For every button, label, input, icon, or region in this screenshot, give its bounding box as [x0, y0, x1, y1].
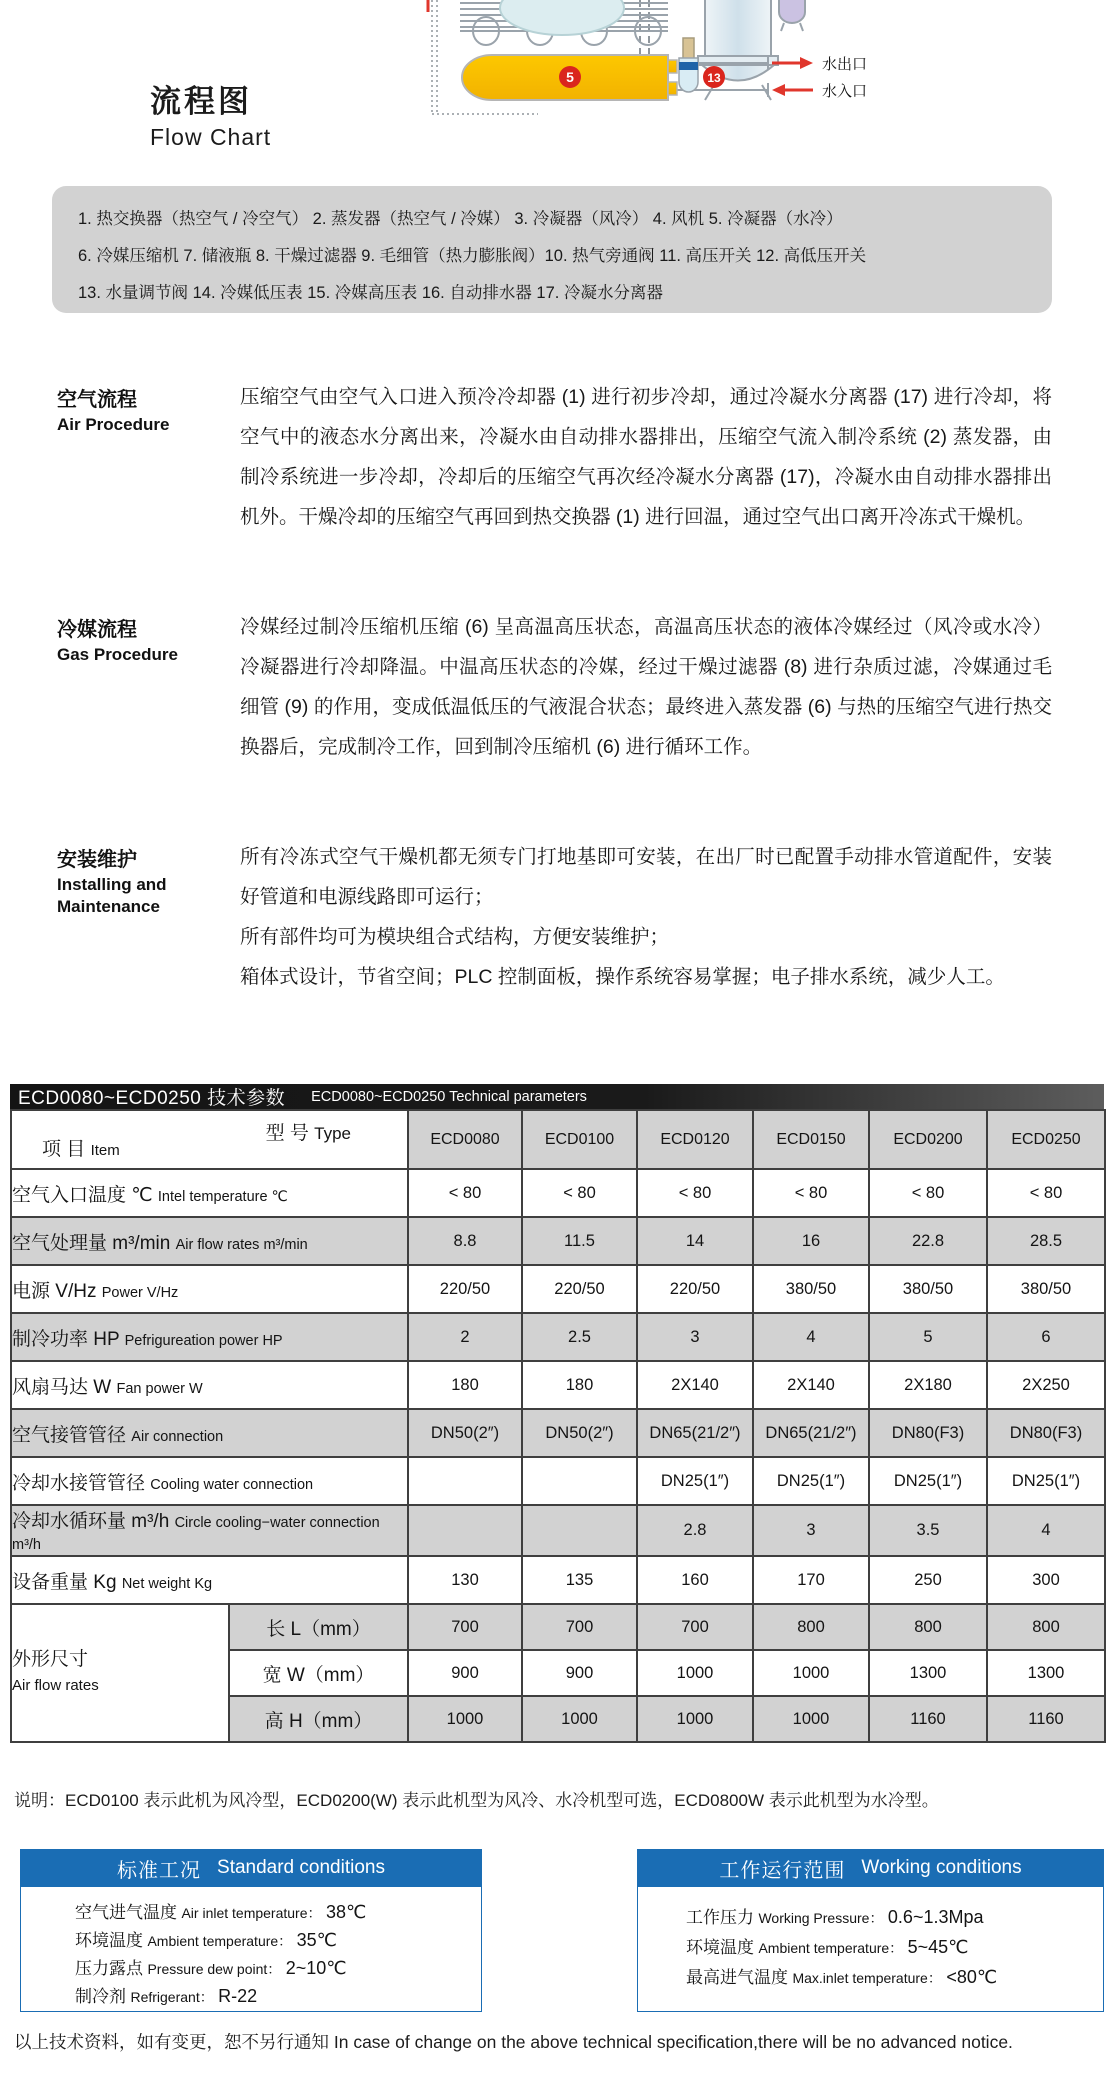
cell: 1300: [869, 1650, 987, 1696]
corner-item-label: [42, 1134, 120, 1161]
cell: 300: [987, 1556, 1105, 1604]
cell: 2X180: [869, 1361, 987, 1409]
section-installing-maintenance: [57, 843, 1057, 988]
purple-cylinder-icon: [779, 0, 805, 31]
table-corner-cell: [11, 1110, 408, 1169]
row-label: 设备重量 Kg Net weight Kg: [11, 1556, 408, 1604]
cell: 800: [753, 1604, 869, 1650]
flow-chart-title: [150, 76, 271, 151]
cell: 4: [753, 1313, 869, 1361]
table-row-dimension: [11, 1604, 1105, 1650]
row-label: 风扇马达 W Fan power W: [11, 1361, 408, 1409]
row-label: 电源 V/Hz Power V/Hz: [11, 1265, 408, 1313]
water-outlet-label: 水出口: [822, 56, 868, 73]
section-paragraph: 所有部件均可为模块组合式结构，方便安装维护；: [240, 926, 670, 948]
dimension-sublabel: 长 L（mm）: [229, 1604, 408, 1650]
box-title-zh: 标准工况: [117, 1859, 202, 1882]
section-paragraph: 箱体式设计，节省空间；PLC 控制面板，操作系统容易掌握；电子排水系统，减少人工。: [240, 966, 1005, 988]
cell: 800: [987, 1604, 1105, 1650]
cell: [408, 1505, 522, 1556]
cell: 3.5: [869, 1505, 987, 1556]
cell: 700: [522, 1604, 637, 1650]
section-heading: [57, 843, 235, 918]
legend-line: 1. 热交换器（热空气 / 冷空气） 2. 蒸发器（热空气 / 冷媒） 3. 冷凝器（风冷） 4. 风机 5. 冷凝器（水冷）: [78, 210, 843, 228]
working-conditions-header: [637, 1849, 1104, 1887]
cell: 180: [408, 1361, 522, 1409]
cell: 4: [987, 1505, 1105, 1556]
cell: 22.8: [869, 1217, 987, 1265]
cell: 8.8: [408, 1217, 522, 1265]
row-label: 空气接管管径 Air connection: [11, 1409, 408, 1457]
cell: DN65(21/2″): [637, 1409, 753, 1457]
cell: 1300: [987, 1650, 1105, 1696]
cell: 1000: [637, 1696, 753, 1742]
standard-conditions-body: [20, 1887, 482, 2012]
condition-line: 制冷剂 Refrigerant： R-22: [75, 1986, 258, 2006]
cell: 220/50: [637, 1265, 753, 1313]
cell: 380/50: [987, 1265, 1105, 1313]
table-row: [11, 1313, 1105, 1361]
cell: 900: [408, 1650, 522, 1696]
table-row: [11, 1556, 1105, 1604]
cell: < 80: [869, 1169, 987, 1217]
water-inlet-label: 水入口: [822, 83, 868, 100]
standard-conditions-header: [20, 1849, 482, 1887]
cell: 28.5: [987, 1217, 1105, 1265]
cell: < 80: [753, 1169, 869, 1217]
section-heading-en: Gas Procedure: [57, 645, 178, 664]
cell: [522, 1457, 637, 1505]
water-valve-icon: [679, 38, 698, 92]
section-body: [240, 837, 1052, 997]
cell: 5: [869, 1313, 987, 1361]
legend-line: 13. 水量调节阀 14. 冷媒低压表 15. 冷媒高压表 16. 自动排水器 17. 冷凝水分离器: [78, 284, 663, 302]
corner-type-en: Type: [314, 1124, 351, 1143]
box-title-en: Working conditions: [861, 1857, 1022, 1878]
table-title-en: ECD0080~ECD0250 Technical parameters: [311, 1088, 587, 1105]
table-title-zh: ECD0080~ECD0250 技术参数: [18, 1088, 286, 1109]
corner-type-zh: 型 号: [265, 1123, 309, 1144]
section-heading: [57, 613, 235, 666]
model-header: ECD0100: [522, 1110, 637, 1169]
badge-13-number: 13: [707, 71, 721, 85]
model-header: ECD0250: [987, 1110, 1105, 1169]
model-note: 说明：ECD0100 表示此机为风冷型，ECD0200(W) 表示此机型为风冷、水冷机型可选，ECD0800W 表示此机型为水冷型。: [14, 1791, 939, 1810]
table-row: [11, 1361, 1105, 1409]
cell: 2X140: [753, 1361, 869, 1409]
cell: 2.8: [637, 1505, 753, 1556]
table-title-bar: [10, 1084, 1104, 1109]
section-heading-en: Installing and Maintenance: [57, 875, 167, 916]
cell: DN25(1″): [869, 1457, 987, 1505]
cell: 220/50: [522, 1265, 637, 1313]
dimensions-label: [11, 1604, 229, 1742]
cell: 3: [637, 1313, 753, 1361]
cell: DN50(2″): [408, 1409, 522, 1457]
row-label: 制冷功率 HP Pefrigureation power HP: [11, 1313, 408, 1361]
corner-item-zh: 项 目: [42, 1139, 86, 1160]
cell: 3: [753, 1505, 869, 1556]
cell: 1000: [637, 1650, 753, 1696]
cell: 11.5: [522, 1217, 637, 1265]
box-title-en: Standard conditions: [217, 1857, 385, 1878]
cell: 250: [869, 1556, 987, 1604]
model-header: ECD0120: [637, 1110, 753, 1169]
working-conditions-box: [637, 1849, 1104, 2012]
section-heading-zh: 空气流程: [57, 389, 137, 411]
flow-diagram-svg: [320, 0, 880, 124]
cell: 900: [522, 1650, 637, 1696]
condition-line: 工作压力 Working Pressure： 0.6~1.3Mpa: [686, 1907, 984, 1927]
cell: < 80: [987, 1169, 1105, 1217]
row-label: 冷却水接管管径 Cooling water connection: [11, 1457, 408, 1505]
cell: [408, 1457, 522, 1505]
standard-conditions-box: [20, 1849, 482, 2012]
model-header: ECD0080: [408, 1110, 522, 1169]
row-label: 空气入口温度 ℃ Intel temperature ℃: [11, 1169, 408, 1217]
condition-line: 环境温度 Ambient temperature： 35℃: [75, 1930, 337, 1950]
cell: < 80: [408, 1169, 522, 1217]
cell: DN80(F3): [987, 1409, 1105, 1457]
table-row: [11, 1217, 1105, 1265]
cell: DN80(F3): [869, 1409, 987, 1457]
cell: 2: [408, 1313, 522, 1361]
cell: 1160: [987, 1696, 1105, 1742]
cell: < 80: [522, 1169, 637, 1217]
model-header: ECD0200: [869, 1110, 987, 1169]
section-heading-zh: 安装维护: [57, 849, 137, 871]
cell: 2X250: [987, 1361, 1105, 1409]
row-label: 冷却水循环量 m³/h Circle cooling−water connection m³/h: [11, 1505, 408, 1556]
cell: DN25(1″): [987, 1457, 1105, 1505]
cell: 2.5: [522, 1313, 637, 1361]
cell: 170: [753, 1556, 869, 1604]
condition-line: 空气进气温度 Air inlet temperature： 38℃: [75, 1902, 367, 1922]
table-row: [11, 1505, 1105, 1556]
badge-5-number: 5: [566, 69, 574, 85]
cell: 16: [753, 1217, 869, 1265]
section-body: 压缩空气由空气入口进入预冷冷却器 (1) 进行初步冷却，通过冷凝水分离器 (17) 进行冷却，将空气中的液态水分离出来，冷凝水由自动排水器排出，压缩空气流入制冷系统 (2) 蒸发器，由制冷系统进一步冷却，冷却后的压缩空气再次经冷凝水分离器 (17)，冷凝水由自动排水器排出机外。干燥冷却的压缩空气再回到热交换器 (1) 进行回温，通过空气出口离开冷冻式干燥机。: [240, 386, 1052, 528]
cell: DN50(2″): [522, 1409, 637, 1457]
cell: 700: [408, 1604, 522, 1650]
row-label: 空气处理量 m³/min Air flow rates m³/min: [11, 1217, 408, 1265]
model-header: ECD0150: [753, 1110, 869, 1169]
cell: 380/50: [753, 1265, 869, 1313]
cell: 180: [522, 1361, 637, 1409]
section-heading-en: Air Procedure: [57, 415, 170, 434]
cell: 160: [637, 1556, 753, 1604]
corner-item-en: Item: [90, 1142, 120, 1159]
table-row: [11, 1265, 1105, 1313]
cell: 135: [522, 1556, 637, 1604]
cell: 130: [408, 1556, 522, 1604]
condition-line: 环境温度 Ambient temperature： 5~45℃: [686, 1937, 969, 1957]
cell: 380/50: [869, 1265, 987, 1313]
flow-diagram: [320, 0, 880, 124]
cell: 220/50: [408, 1265, 522, 1313]
cell: 800: [869, 1604, 987, 1650]
table-row: [11, 1409, 1105, 1457]
cell: 1000: [753, 1650, 869, 1696]
corner-type-label: [266, 1118, 351, 1145]
cell: 6: [987, 1313, 1105, 1361]
cell: 2X140: [637, 1361, 753, 1409]
section-gas-procedure: [57, 613, 1057, 758]
section-paragraph: 所有冷冻式空气干燥机都无须专门打地基即可安装，在出厂时已配置手动排水管道配件，安装好管道和电源线路即可运行；: [240, 846, 1052, 908]
section-air-procedure: [57, 383, 1057, 528]
section-heading-zh: 冷媒流程: [57, 619, 137, 641]
section-body: 冷媒经过制冷压缩机压缩 (6) 呈高温高压状态，高温高压状态的液体冷媒经过（风冷或水冷）冷凝器进行冷却降温。中温高压状态的冷媒，经过干燥过滤器 (8) 进行杂质过滤，冷媒通过毛细管 (9) 的作用，变成低温低压的气液混合状态；最终进入蒸发器 (6) 与热的压缩空气进行热交换器后，完成制冷工作，回到制冷压缩机 (6) 进行循环工作。: [240, 616, 1052, 758]
dimension-sublabel: 高 H（mm）: [229, 1696, 408, 1742]
table-header-row: [11, 1110, 1105, 1169]
cell: DN25(1″): [753, 1457, 869, 1505]
cell: < 80: [637, 1169, 753, 1217]
dimension-sublabel: 宽 W（mm）: [229, 1650, 408, 1696]
legend-line: 6. 冷媒压缩机 7. 储液瓶 8. 干燥过滤器 9. 毛细管（热力膨胀阀）10. 热气旁通阀 11. 高压开关 12. 高低压开关: [78, 247, 867, 265]
section-heading: [57, 383, 235, 436]
technical-parameters-table: [10, 1109, 1106, 1743]
cell: [522, 1505, 637, 1556]
cell: DN65(21/2″): [753, 1409, 869, 1457]
box-title-zh: 工作运行范围: [719, 1859, 846, 1882]
cell: 1160: [869, 1696, 987, 1742]
dimensions-label-en: Air flow rates: [12, 1677, 99, 1694]
disclaimer-text: 以上技术资料，如有变更，恕不另行通知 In case of change on the above technical specification,there will be no advanced notice.: [14, 2032, 1013, 2052]
flow-chart-title-en: Flow Chart: [150, 124, 272, 150]
water-inlet-arrow-icon: [772, 84, 813, 96]
table-row: [11, 1457, 1105, 1505]
condition-line: 压力露点 Pressure dew point： 2~10℃: [75, 1958, 347, 1978]
cell: 700: [637, 1604, 753, 1650]
cell: 14: [637, 1217, 753, 1265]
table-row: [11, 1169, 1105, 1217]
working-conditions-body: [637, 1887, 1104, 2012]
cell: 1000: [753, 1696, 869, 1742]
fan-blob-icon: [500, 0, 624, 35]
dimensions-label-zh: 外形尺寸: [12, 1649, 89, 1670]
condition-line: 最高进气温度 Max.inlet temperature： <80℃: [686, 1967, 998, 1987]
component-legend: [52, 186, 1052, 313]
flow-chart-title-zh: 流程图: [150, 84, 252, 119]
cell: DN25(1″): [637, 1457, 753, 1505]
cell: 1000: [408, 1696, 522, 1742]
cell: 1000: [522, 1696, 637, 1742]
